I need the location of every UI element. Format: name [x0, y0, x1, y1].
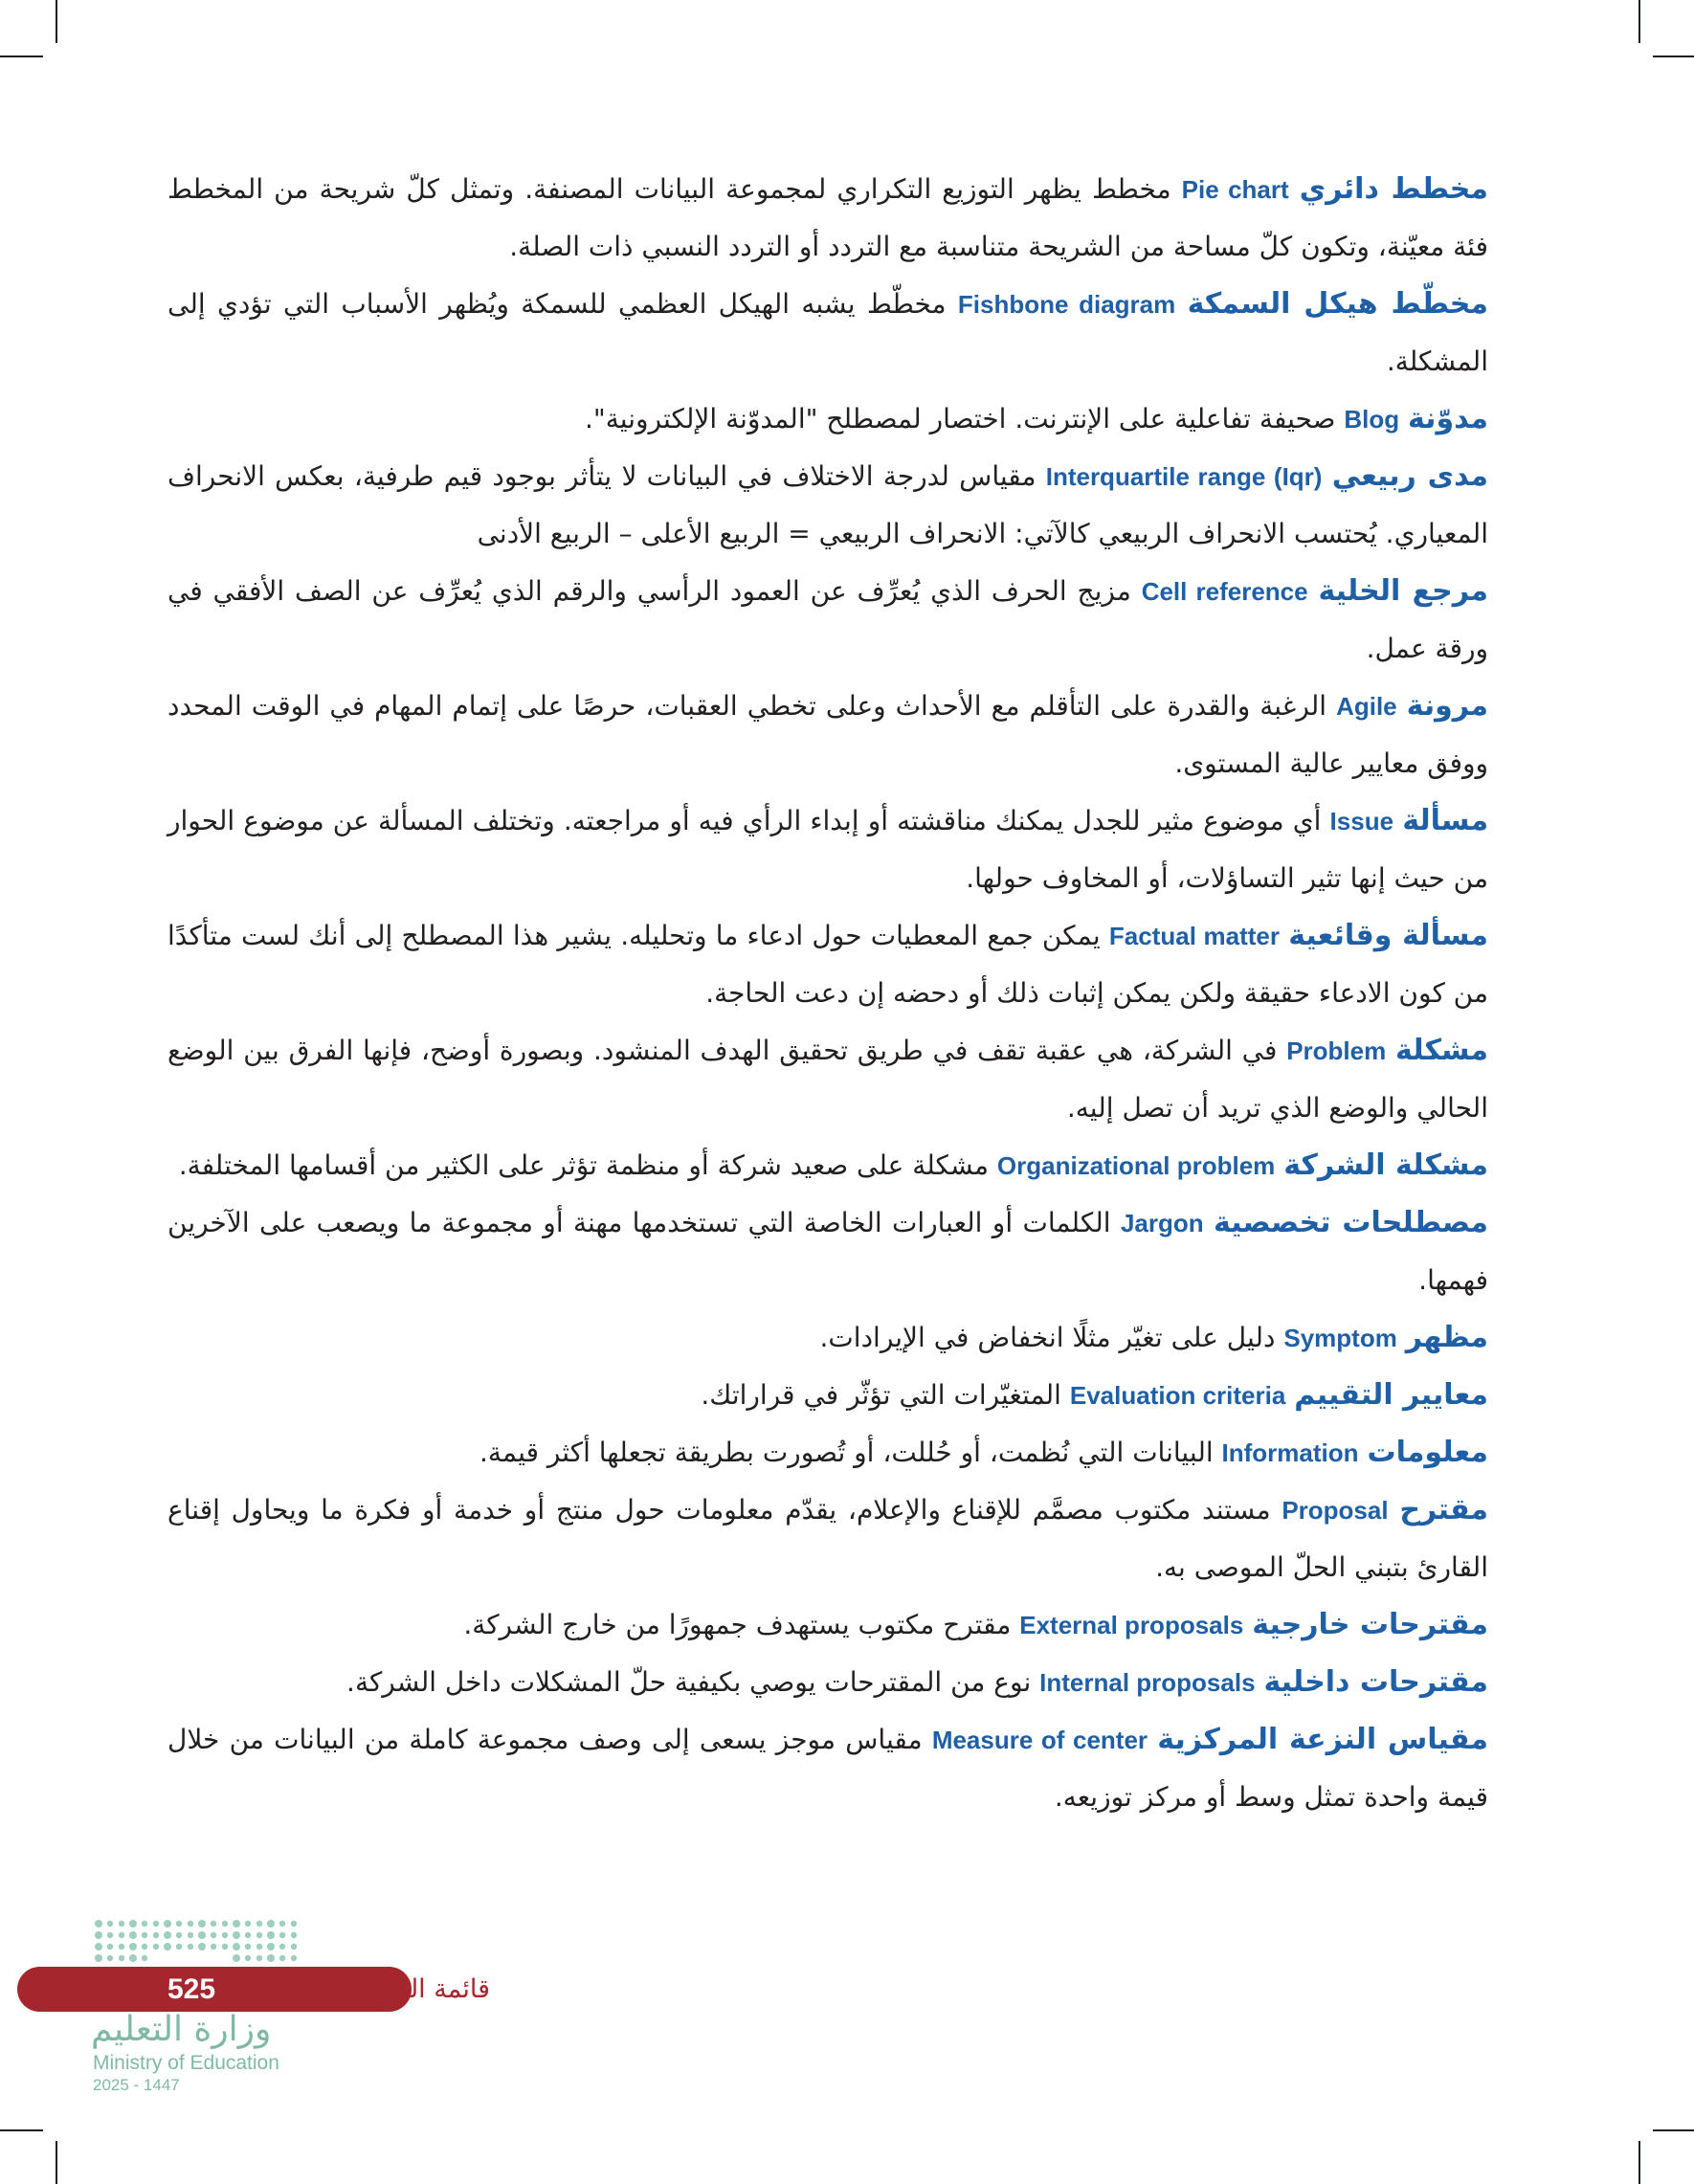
term-definition: مقياس لدرجة الاختلاف في البيانات لا يتأثر بوجود قيم طرفية، بعكس الانحراف المعياري. يُحتسب الانحراف الربيعي كالآتي: الانحراف الربيعي = الربيع الأعلى – الربيع الأدنى [167, 460, 1488, 549]
logo-dot [267, 1943, 275, 1950]
term-definition: أي موضوع مثير للجدل يمكنك مناقشته أو إبداء الرأي فيه أو مراجعته. وتختلف المسألة عن موضوع الحوار من حيث إنها تثير التساؤلات، أو المخاوف حولها. [167, 805, 1488, 894]
logo-dot [107, 1932, 113, 1938]
glossary-entry [167, 907, 1488, 1022]
term-definition: صحيفة تفاعلية على الإنترنت. اختصار لمصطلح "المدوّنة الإلكترونية". [584, 403, 1345, 435]
english-term: External proposals [1019, 1611, 1244, 1639]
logo-dot [176, 1921, 182, 1927]
logo-dot [279, 1944, 285, 1950]
logo-dot [291, 1955, 297, 1961]
logo-dot [142, 1944, 147, 1950]
term-definition: البيانات التي نُظمت، أو حُللت، أو تُصورت بطريقة تجعلها أكثر قيمة. [479, 1437, 1222, 1468]
crop-mark [1638, 0, 1640, 43]
glossary-entry [167, 1424, 1488, 1482]
english-term: Proposal [1282, 1496, 1389, 1525]
logo-dot [279, 1921, 285, 1927]
crop-mark [1653, 2129, 1694, 2131]
logo-dot [245, 1932, 251, 1938]
logo-dot [222, 1944, 228, 1950]
logo-dot [291, 1921, 297, 1927]
arabic-term: مشكلة الشركة [1283, 1148, 1488, 1182]
term-definition: مخطّط يشبه الهيكل العظمي للسمكة ويُظهر الأسباب التي تؤدي إلى المشكلة. [167, 288, 1488, 377]
arabic-term: معلومات [1367, 1436, 1488, 1469]
arabic-term: مقياس النزعة المركزية [1157, 1723, 1488, 1756]
logo-dot [256, 1921, 262, 1927]
ministry-dots-logo-icon [91, 1916, 311, 1973]
glossary-entry [167, 1137, 1488, 1194]
logo-dot [129, 1920, 137, 1928]
logo-dot [211, 1932, 216, 1938]
logo-dot [107, 1921, 113, 1927]
section-label: قائمة المصطلحات [294, 1974, 490, 2004]
glossary-entry [167, 1596, 1488, 1654]
arabic-term: معايير التقييم [1294, 1378, 1488, 1412]
logo-dot [129, 1943, 137, 1950]
logo-dot [176, 1932, 182, 1938]
logo-dot [119, 1932, 124, 1938]
english-term: Information [1221, 1438, 1359, 1467]
glossary-entry [167, 390, 1488, 448]
english-term: Factual matter [1108, 922, 1280, 950]
logo-dot [245, 1944, 251, 1950]
arabic-term: مسألة [1402, 804, 1489, 837]
logo-dot [164, 1943, 171, 1950]
arabic-term: مسألة وقائعية [1288, 919, 1488, 952]
crop-mark [0, 56, 43, 57]
logo-dot [198, 1931, 206, 1939]
glossary-entry [167, 1482, 1488, 1596]
arabic-term: مقترحات داخلية [1263, 1665, 1488, 1699]
logo-dot [222, 1932, 228, 1938]
logo-dot [95, 1931, 102, 1939]
glossary-entry [167, 276, 1488, 390]
term-definition: نوع من المقترحات يوصي بكيفية حلّ المشكلات داخل الشركة. [346, 1666, 1040, 1698]
term-definition: المتغيّرات التي تؤثّر في قراراتك. [701, 1379, 1070, 1411]
logo-dot [142, 1932, 147, 1938]
glossary-entry [167, 1194, 1488, 1309]
english-term: Pie chart [1181, 175, 1289, 204]
glossary-entry [167, 1022, 1488, 1137]
ministry-name-english: Ministry of Education [93, 2052, 279, 2074]
logo-dot [267, 1954, 275, 1962]
logo-dot [129, 1954, 137, 1962]
english-term: Symptom [1283, 1324, 1397, 1352]
logo-dot [153, 1944, 159, 1950]
crop-mark [1653, 56, 1694, 57]
logo-dot [233, 1931, 240, 1939]
logo-dot [119, 1955, 124, 1961]
glossary-entry [167, 678, 1488, 792]
glossary-entry [167, 563, 1488, 678]
glossary-entry [167, 1654, 1488, 1711]
term-definition: مقياس موجز يسعى إلى وصف مجموعة كاملة من البيانات من خلال قيمة واحدة تمثل وسط أو مركز توزيعه. [167, 1724, 1488, 1813]
logo-dot [188, 1944, 193, 1950]
term-definition: مخطط يظهر التوزيع التكراري لمجموعة البيانات المصنفة. وتمثل كلّ شريحة من المخطط فئة معيّنة، وتكون كلّ مساحة من الشريحة متناسبة مع التردد أو التردد النسبي ذات الصلة. [167, 173, 1488, 262]
logo-dot [291, 1944, 297, 1950]
english-term: Interquartile range (Iqr) [1045, 462, 1323, 491]
glossary-entry [167, 448, 1488, 563]
glossary-entry [167, 792, 1488, 907]
term-definition: مقترح مكتوب يستهدف جمهورًا من خارج الشركة. [463, 1609, 1020, 1640]
arabic-term: مرجع الخلية [1318, 574, 1489, 608]
logo-dot [129, 1931, 137, 1939]
arabic-term: مخطط دائري [1299, 172, 1489, 206]
logo-dot [256, 1932, 262, 1938]
english-term: Internal proposals [1039, 1668, 1256, 1697]
logo-dot [164, 1920, 171, 1928]
arabic-term: مقترح [1399, 1493, 1489, 1527]
term-definition: دليل على تغيّر مثلًا انخفاض في الإيرادات. [819, 1322, 1284, 1353]
logo-dot [233, 1920, 240, 1928]
logo-dot [245, 1921, 251, 1927]
term-definition: مزيج الحرف الذي يُعرِّف عن العمود الرأسي والرقم الذي يُعرِّف عن الصف الأفقي في ورقة عمل. [167, 575, 1488, 664]
logo-dot [256, 1944, 262, 1950]
logo-dot [188, 1932, 193, 1938]
english-term: Problem [1286, 1036, 1387, 1065]
logo-dot [198, 1943, 206, 1950]
arabic-term: مخطّط هيكل السمكة [1187, 287, 1488, 321]
logo-dot [211, 1921, 216, 1927]
english-term: Issue [1329, 807, 1394, 836]
english-term: Jargon [1120, 1209, 1204, 1237]
arabic-term: مصطلحات تخصصية [1214, 1206, 1489, 1239]
ministry-name-arabic: وزارة التعليم [91, 2010, 272, 2049]
term-definition: مشكلة على صعيد شركة أو منظمة تؤثر على الكثير من أقسامها المختلفة. [178, 1149, 997, 1181]
logo-dot [222, 1921, 228, 1927]
logo-dot [119, 1921, 124, 1927]
arabic-term: مظهر [1405, 1321, 1488, 1354]
logo-dot [279, 1932, 285, 1938]
logo-dot [153, 1921, 159, 1927]
logo-dot [267, 1931, 275, 1939]
logo-dot [153, 1932, 159, 1938]
logo-dot [233, 1954, 240, 1962]
arabic-term: مرونة [1406, 689, 1488, 723]
term-definition: مستند مكتوب مصمَّم للإقناع والإعلام، يقدّم معلومات حول منتج أو خدمة أو فكرة ما ويحاول إقناع القارئ بتبني الحلّ الموصى به. [167, 1494, 1488, 1583]
logo-dot [119, 1944, 124, 1950]
glossary-entry [167, 161, 1488, 276]
english-term: Organizational problem [996, 1151, 1276, 1180]
crop-mark [1638, 2141, 1640, 2184]
english-term: Agile [1336, 692, 1397, 721]
glossary-list [167, 161, 1488, 1826]
edition-year: 2025 - 1447 [93, 2076, 180, 2094]
logo-dot [95, 1954, 102, 1962]
logo-dot [107, 1955, 113, 1961]
crop-mark [56, 0, 57, 43]
english-term: Measure of center [931, 1726, 1148, 1754]
logo-dot [267, 1920, 275, 1928]
logo-dot [245, 1955, 251, 1961]
glossary-entry [167, 1711, 1488, 1826]
arabic-term: مقترحات خارجية [1252, 1608, 1488, 1641]
logo-dot [176, 1944, 182, 1950]
logo-dot [279, 1955, 285, 1961]
logo-dot [188, 1921, 193, 1927]
english-term: Fishbone diagram [957, 290, 1176, 319]
logo-dot [107, 1944, 113, 1950]
glossary-entry [167, 1309, 1488, 1367]
logo-dot [198, 1920, 206, 1928]
crop-mark [56, 2141, 57, 2184]
term-definition: يمكن جمع المعطيات حول ادعاء ما وتحليله. يشير هذا المصطلح إلى أنك لست متأكدًا من كون الادعاء حقيقة ولكن يمكن إثبات ذلك أو دحضه إن دعت الحاجة. [167, 920, 1488, 1009]
logo-dot [142, 1921, 147, 1927]
logo-dot [95, 1943, 102, 1950]
logo-dot [95, 1920, 102, 1928]
arabic-term: مدوّنة [1407, 402, 1488, 435]
english-term: Evaluation criteria [1069, 1381, 1286, 1410]
logo-dot [256, 1955, 262, 1961]
page-number: 525 [167, 1973, 216, 2005]
english-term: Blog [1344, 405, 1400, 434]
logo-dot [211, 1944, 216, 1950]
logo-dot [233, 1943, 240, 1950]
term-definition: الكلمات أو العبارات الخاصة التي تستخدمها مهنة أو مجموعة ما ويصعب على الآخرين فهمها. [167, 1207, 1488, 1296]
term-definition: في الشركة، هي عقبة تقف في طريق تحقيق الهدف المنشود. وبصورة أوضح، فإنها الفرق بين الوضع الحالي والوضع الذي تريد أن تصل إليه. [167, 1035, 1488, 1124]
glossary-entry [167, 1367, 1488, 1424]
term-definition: الرغبة والقدرة على التأقلم مع الأحداث وعلى تخطي العقبات، حرصًا على إتمام المهام في الوقت المحدد ووفق معايير عالية المستوى. [167, 690, 1488, 779]
logo-dot [142, 1955, 147, 1961]
arabic-term: مشكلة [1395, 1034, 1489, 1067]
crop-mark [0, 2129, 43, 2131]
logo-dot [164, 1931, 171, 1939]
logo-dot [291, 1932, 297, 1938]
english-term: Cell reference [1141, 577, 1308, 606]
arabic-term: مدى ربيعي [1331, 459, 1488, 493]
